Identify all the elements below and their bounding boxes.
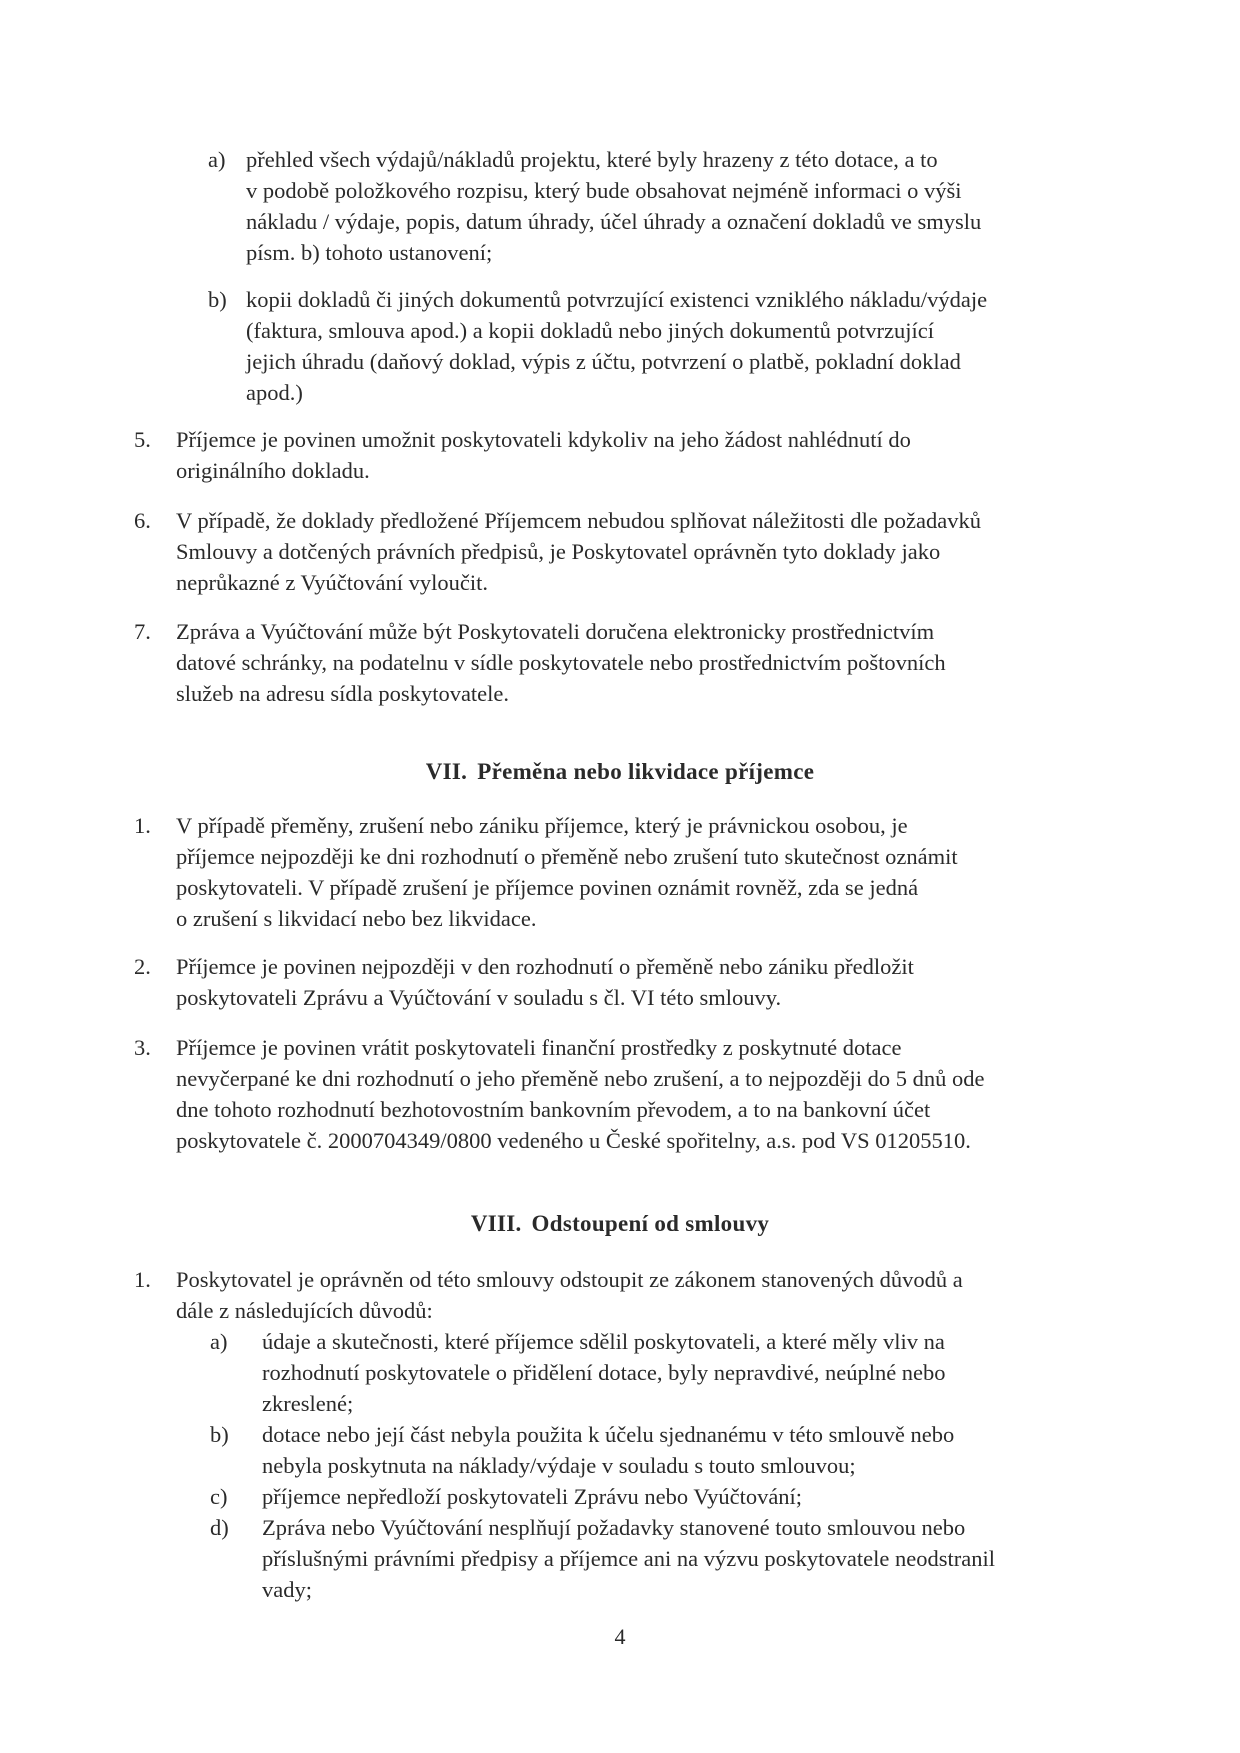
text-line: vady;	[262, 1577, 312, 1602]
sub-item-a	[262, 1326, 1066, 1419]
sub-marker-d: d)	[210, 1515, 229, 1540]
list-marker-b: b)	[208, 287, 227, 312]
text-line: Poskytovatel je oprávněn od této smlouvy odstoupit ze zákonem stanovených důvodů a	[176, 1267, 963, 1292]
text-line: v podobě položkového rozpisu, který bude obsahovat nejméně informaci o výši	[246, 178, 962, 203]
section-title: Přeměna nebo likvidace příjemce	[477, 759, 815, 784]
text-line: o zrušení s likvidací nebo bez likvidace.	[176, 906, 537, 931]
text-line: Zpráva nebo Vyúčtování nesplňují požadavky stanovené touto smlouvou nebo	[262, 1515, 966, 1540]
item-number-vii-3: 3.	[134, 1035, 151, 1060]
item-number-vii-1: 1.	[134, 813, 151, 838]
section-number: VII.	[425, 759, 468, 784]
text-line: (faktura, smlouva apod.) a kopii dokladů nebo jiných dokumentů potvrzující	[246, 318, 934, 343]
section-title: Odstoupení od smlouvy	[531, 1211, 770, 1236]
text-line: dne tohoto rozhodnutí bezhotovostním bankovním převodem, a to na bankovní účet	[176, 1097, 931, 1122]
section-number: VIII.	[470, 1211, 522, 1236]
list-marker-a: a)	[208, 147, 226, 172]
item-number-6: 6.	[134, 508, 151, 533]
sub-marker-c: c)	[210, 1484, 228, 1509]
item-number-5: 5.	[134, 427, 151, 452]
item-6-text	[176, 505, 1066, 598]
text-line: Příjemce je povinen umožnit poskytovateli kdykoliv na jeho žádost nahlédnutí do	[176, 427, 911, 452]
item-vii-1-text	[176, 810, 1066, 934]
sub-item-b	[262, 1419, 1066, 1481]
item-7-text	[176, 616, 1066, 709]
text-line: dále z následujících důvodů:	[176, 1298, 433, 1323]
item-viii-1-text	[176, 1264, 1066, 1326]
text-line: písm. b) tohoto ustanovení;	[246, 240, 493, 265]
section-heading-viii	[0, 1208, 1240, 1239]
text-line: přehled všech výdajů/nákladů projektu, které byly hrazeny z této dotace, a to	[246, 147, 938, 172]
text-line: V případě, že doklady předložené Příjemcem nebudou splňovat náležitosti dle požadavků	[176, 508, 981, 533]
text-line: nákladu / výdaje, popis, datum úhrady, účel úhrady a označení dokladů ve smyslu	[246, 209, 982, 234]
text-line: jejich úhradu (daňový doklad, výpis z účtu, potvrzení o platbě, pokladní doklad	[246, 349, 961, 374]
text-line: apod.)	[246, 380, 303, 405]
text-line: Příjemce je povinen nejpozději v den rozhodnutí o přeměně nebo zániku předložit	[176, 954, 914, 979]
text-line: poskytovatele č. 2000704349/0800 vedeného u České spořitelny, a.s. pod VS 01205510.	[176, 1128, 971, 1153]
list-item-b	[246, 284, 1066, 408]
text-line: datové schránky, na podatelnu v sídle poskytovatele nebo prostřednictvím poštovních	[176, 650, 946, 675]
text-line: originálního dokladu.	[176, 458, 370, 483]
text-line: dotace nebo její část nebyla použita k účelu sjednanému v této smlouvě nebo	[262, 1422, 955, 1447]
item-vii-2-text	[176, 951, 1066, 1013]
text-line: příjemce nepředloží poskytovateli Zprávu nebo Vyúčtování;	[262, 1484, 803, 1509]
text-line: údaje a skutečnosti, které příjemce sdělil poskytovateli, a které měly vliv na	[262, 1329, 945, 1354]
sub-item-c	[262, 1481, 1066, 1512]
page-number: 4	[614, 1624, 626, 1649]
text-line: příslušnými právními předpisy a příjemce ani na výzvu poskytovatele neodstranil	[262, 1546, 995, 1571]
text-line: nevyčerpané ke dni rozhodnutí o jeho přeměně nebo zrušení, a to nejpozději do 5 dnů ode	[176, 1066, 985, 1091]
text-line: Zpráva a Vyúčtování může být Poskytovateli doručena elektronicky prostřednictvím	[176, 619, 935, 644]
text-line: V případě přeměny, zrušení nebo zániku příjemce, který je právnickou osobou, je	[176, 813, 908, 838]
list-item-a	[246, 144, 1066, 268]
text-line: poskytovateli Zprávu a Vyúčtování v souladu s čl. VI této smlouvy.	[176, 985, 782, 1010]
text-line: zkreslené;	[262, 1391, 354, 1416]
sub-marker-b: b)	[210, 1422, 229, 1447]
sub-item-d	[262, 1512, 1066, 1605]
text-line: neprůkazné z Vyúčtování vyloučit.	[176, 570, 488, 595]
item-5-text	[176, 424, 1066, 486]
text-line: služeb na adresu sídla poskytovatele.	[176, 681, 510, 706]
text-line: příjemce nejpozději ke dni rozhodnutí o přeměně nebo zrušení tuto skutečnost oznámit	[176, 844, 958, 869]
text-line: Příjemce je povinen vrátit poskytovateli finanční prostředky z poskytnuté dotace	[176, 1035, 902, 1060]
text-line: Smlouvy a dotčených právních předpisů, je Poskytovatel oprávněn tyto doklady jako	[176, 539, 941, 564]
item-vii-3-text	[176, 1032, 1066, 1156]
text-line: poskytovateli. V případě zrušení je příjemce povinen oznámit rovněž, zda se jedná	[176, 875, 919, 900]
item-number-viii-1: 1.	[134, 1267, 151, 1292]
item-number-7: 7.	[134, 619, 151, 644]
text-line: rozhodnutí poskytovatele o přidělení dotace, byly nepravdivé, neúplné nebo	[262, 1360, 946, 1385]
section-heading-vii	[0, 756, 1240, 787]
text-line: kopii dokladů či jiných dokumentů potvrzující existenci vzniklého nákladu/výdaje	[246, 287, 988, 312]
text-line: nebyla poskytnuta na náklady/výdaje v souladu s touto smlouvou;	[262, 1453, 856, 1478]
sub-marker-a: a)	[210, 1329, 228, 1354]
item-number-vii-2: 2.	[134, 954, 151, 979]
